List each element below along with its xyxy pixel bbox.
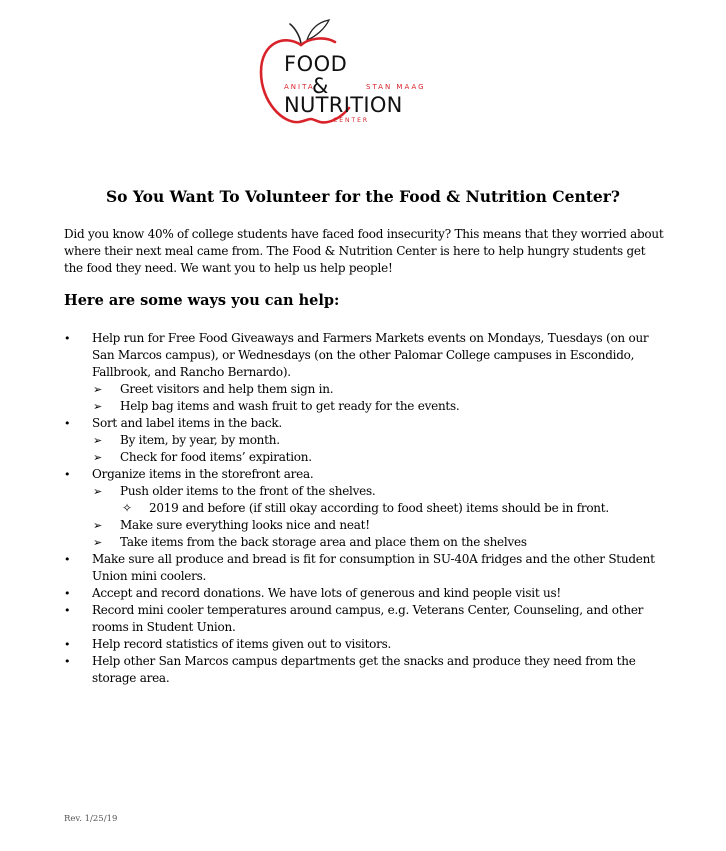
arrow-bullet-icon: ➢ bbox=[93, 400, 102, 413]
intro-paragraph: Did you know 40% of college students have faced food insecurity? This means that they worried about where their next meal came from. The Food & Nutrition Center is here to help hungry students get the food they need. We want you to help us help people! bbox=[64, 227, 664, 275]
arrow-bullet-icon: ➢ bbox=[93, 536, 102, 549]
sub-list-item bbox=[0, 398, 726, 415]
logo-ampersand: & bbox=[312, 74, 329, 98]
sub-list-item bbox=[0, 432, 726, 449]
bullet-icon: • bbox=[64, 604, 71, 617]
ways-heading: Here are some ways you can help: bbox=[64, 292, 340, 309]
bullet-icon: • bbox=[64, 638, 71, 651]
list-item bbox=[0, 653, 726, 687]
logo-word-center: CENTER bbox=[333, 117, 370, 124]
bullet-icon: • bbox=[64, 587, 71, 600]
help-list bbox=[0, 330, 726, 687]
list-item bbox=[0, 585, 726, 602]
list-item-text: Make sure everything looks nice and neat! bbox=[120, 518, 370, 532]
arrow-bullet-icon: ➢ bbox=[93, 451, 102, 464]
list-item-text: Check for food items’ expiration. bbox=[120, 450, 312, 464]
star-bullet-icon: ✧ bbox=[122, 501, 132, 515]
arrow-bullet-icon: ➢ bbox=[93, 434, 102, 447]
sub-list-item bbox=[0, 449, 726, 466]
list-item-text: Sort and label items in the back. bbox=[92, 416, 282, 430]
bullet-icon: • bbox=[64, 417, 71, 430]
list-item-text: Make sure all produce and bread is fit for consumption in SU-40A fridges and the other Student Union mini coolers. bbox=[92, 552, 655, 583]
logo-word-food: FOOD bbox=[284, 52, 348, 76]
bullet-icon: • bbox=[64, 332, 71, 345]
list-item-text: Accept and record donations. We have lots of generous and kind people visit us! bbox=[92, 586, 561, 600]
list-item bbox=[0, 551, 726, 585]
sub-list-item bbox=[0, 534, 726, 551]
logo-word-anita: ANITA bbox=[284, 83, 315, 91]
food-nutrition-center-logo bbox=[255, 14, 460, 132]
arrow-bullet-icon: ➢ bbox=[93, 485, 102, 498]
sub-list-item bbox=[0, 483, 726, 500]
bullet-icon: • bbox=[64, 468, 71, 481]
list-item bbox=[0, 330, 726, 381]
list-item-text: Organize items in the storefront area. bbox=[92, 467, 314, 481]
list-item-text: By item, by year, by month. bbox=[120, 433, 280, 447]
list-item-text: Help record statistics of items given out to visitors. bbox=[92, 637, 392, 651]
bullet-icon: • bbox=[64, 553, 71, 566]
list-item-text: 2019 and before (if still okay according to food sheet) items should be in front. bbox=[149, 501, 609, 515]
sub-sub-list-item bbox=[0, 500, 726, 517]
list-item bbox=[0, 602, 726, 636]
list-item bbox=[0, 415, 726, 432]
list-item-text: Greet visitors and help them sign in. bbox=[120, 382, 334, 396]
list-item-text: Help bag items and wash fruit to get ready for the events. bbox=[120, 399, 460, 413]
logo-word-nutrition: NUTRITION bbox=[284, 93, 403, 117]
list-item-text: Take items from the back storage area and place them on the shelves bbox=[120, 535, 527, 549]
page-title: So You Want To Volunteer for the Food & Nutrition Center? bbox=[105, 187, 621, 206]
revision-date: Rev. 1/25/19 bbox=[64, 814, 118, 824]
list-item bbox=[0, 466, 726, 483]
sub-list-item bbox=[0, 517, 726, 534]
list-item-text: Help other San Marcos campus departments get the snacks and produce they need from the storage area. bbox=[92, 654, 636, 685]
sub-list-item bbox=[0, 381, 726, 398]
list-item-text: Push older items to the front of the shelves. bbox=[120, 484, 376, 498]
arrow-bullet-icon: ➢ bbox=[93, 383, 102, 396]
list-item bbox=[0, 636, 726, 653]
list-item-text: Record mini cooler temperatures around campus, e.g. Veterans Center, Counseling, and other rooms in Student Union. bbox=[92, 603, 644, 634]
list-item-text: Help run for Free Food Giveaways and Farmers Markets events on Mondays, Tuesdays (on our San Marcos campus), or Wednesdays (on the other Palomar College campuses in Escondido, Fallbrook, and Rancho Bernardo). bbox=[92, 331, 649, 379]
logo-word-stan-maag: STAN MAAG bbox=[366, 83, 426, 91]
bullet-icon: • bbox=[64, 655, 71, 668]
arrow-bullet-icon: ➢ bbox=[93, 519, 102, 532]
